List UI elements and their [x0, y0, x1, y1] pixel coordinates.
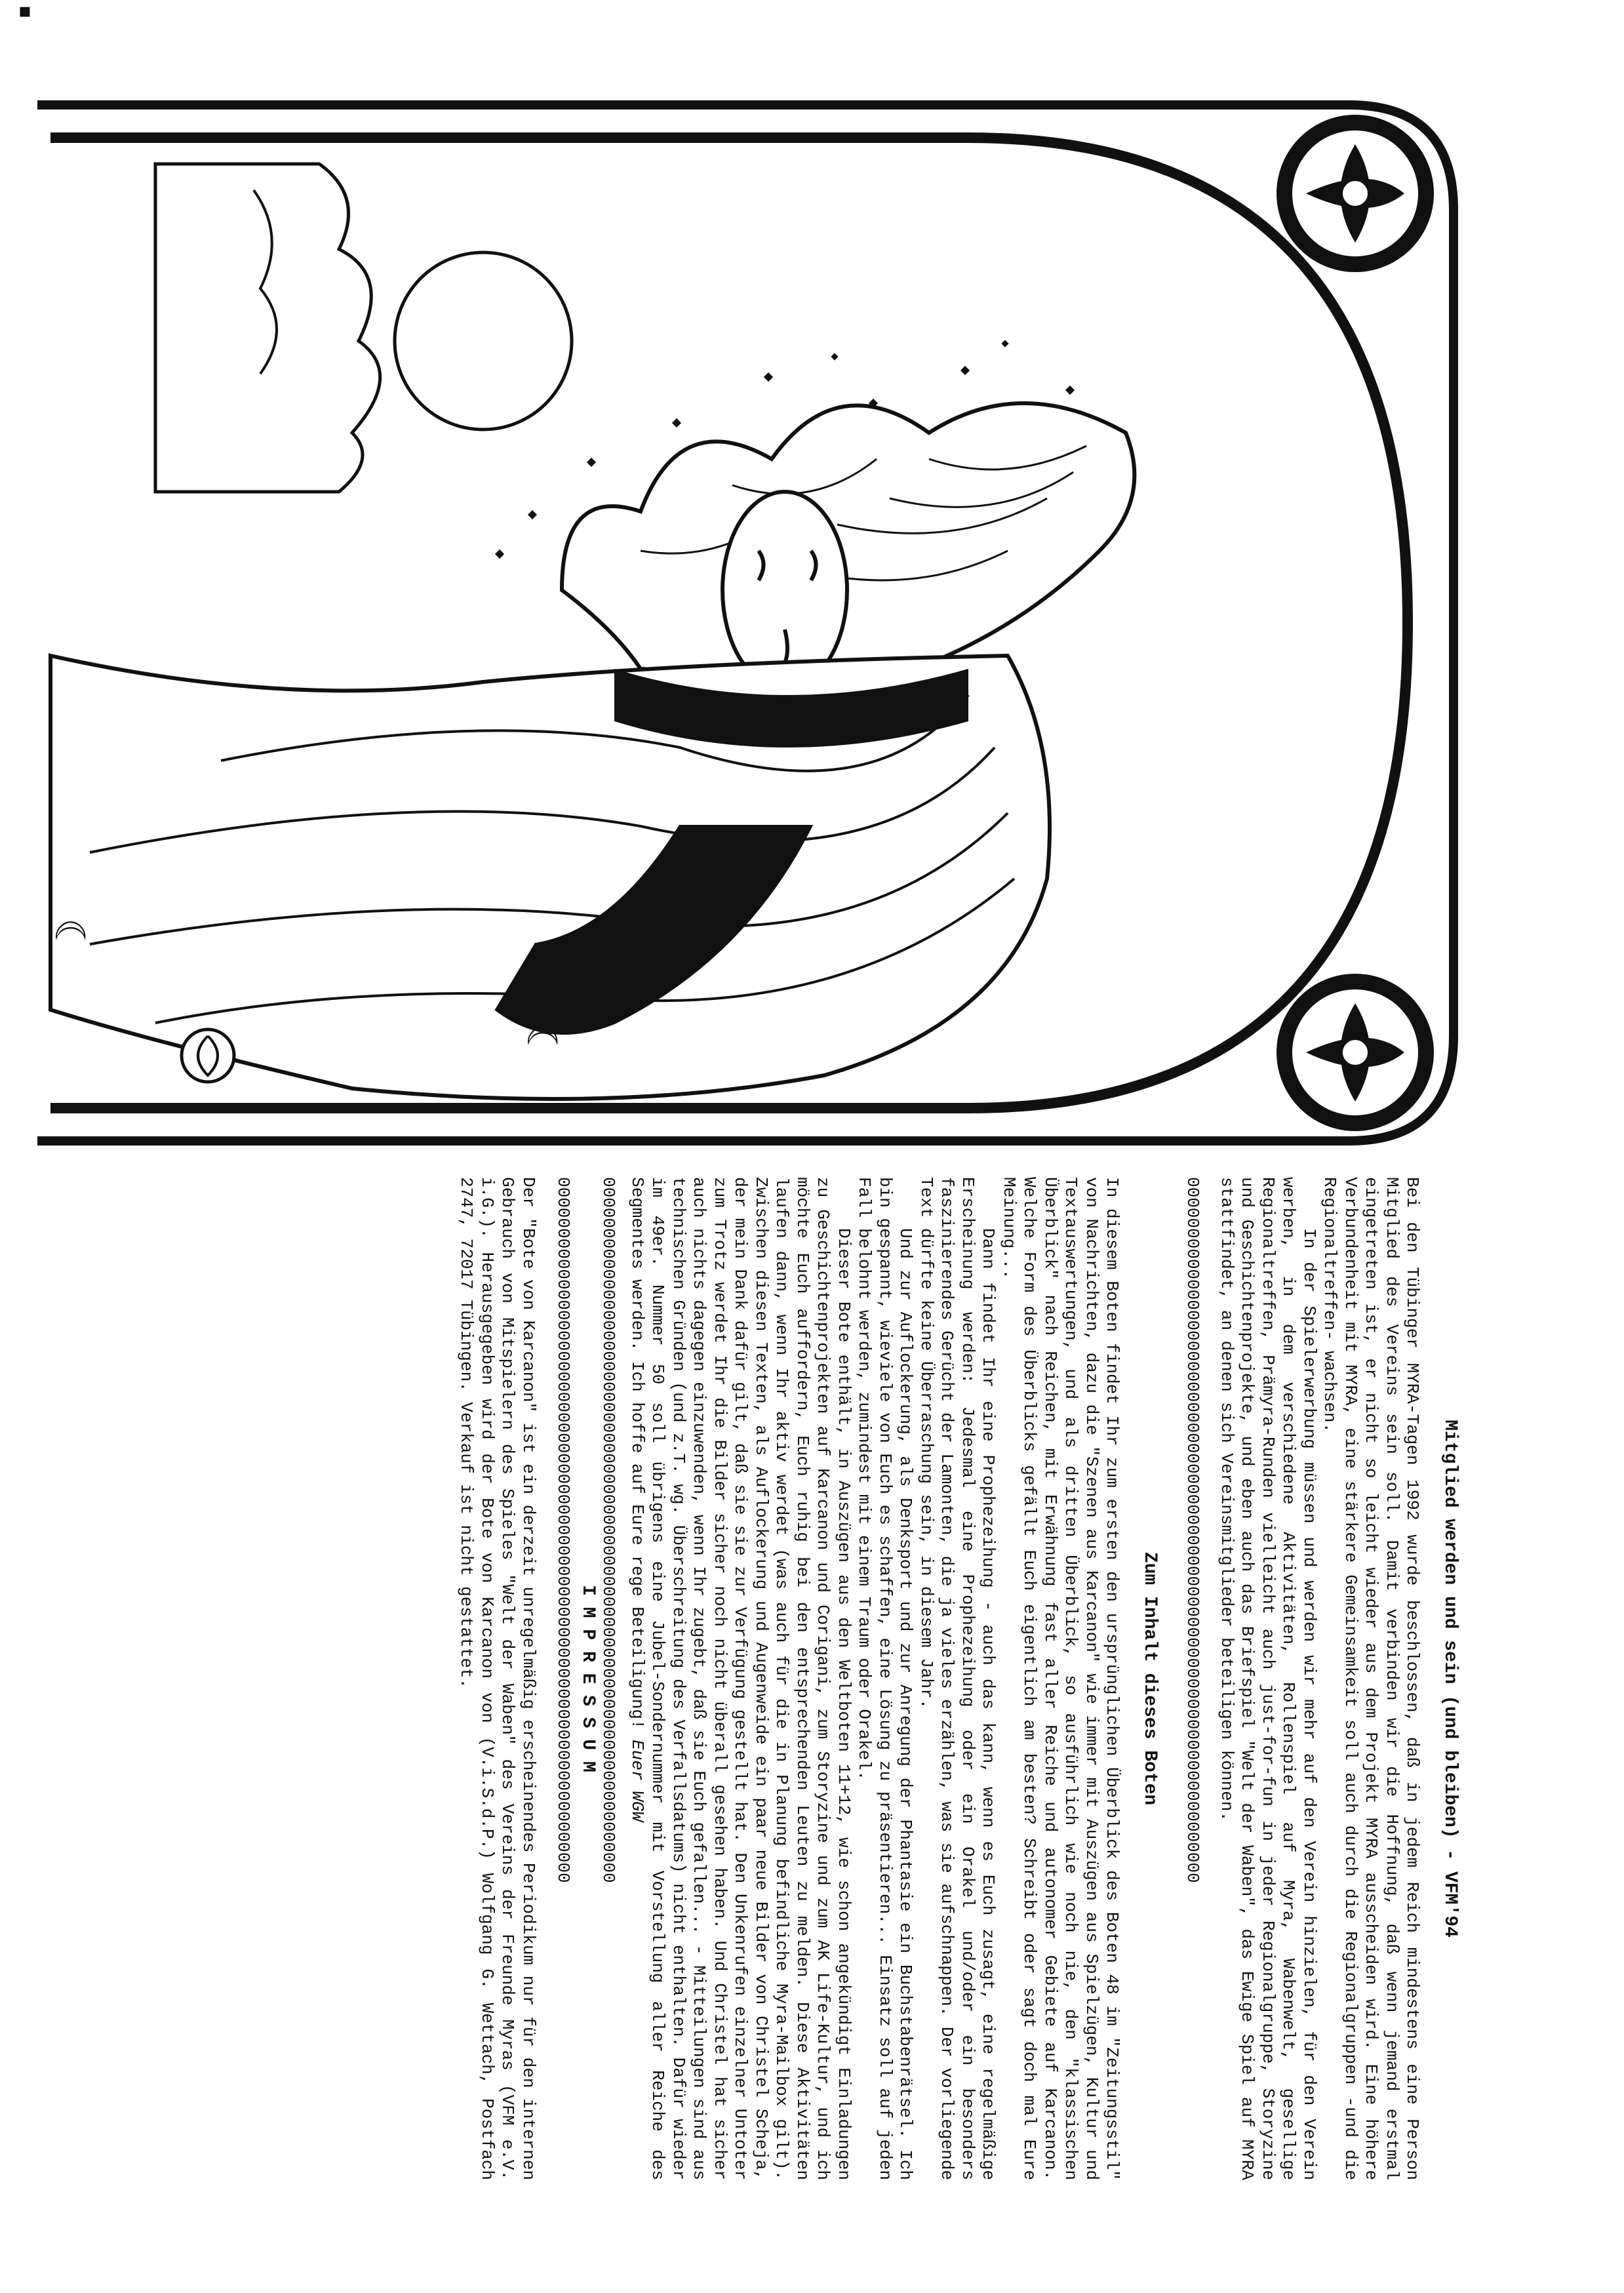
separator-line-2: 000000000000000000000000000000000000000000000000000000000000000000000: [599, 1177, 619, 1883]
hair: [562, 403, 1134, 682]
contents-paragraph-3: Und zur Auflockerung, als Denksport und zur Anregung der Phantasie ein Buchstabenrätsel. Ich bin gespannt, wieviele von Euch es schaffen, eine Lösung zu präsentieren... Einsatz soll auf jeden Fall belohnt werden, zumindest mit einem Traum oder Orakel.: [854, 1177, 916, 2180]
crescent-ornament-1: ☾: [46, 918, 94, 955]
rosette-top-left: [1277, 115, 1434, 272]
rose-decoration: [182, 1029, 234, 1082]
impressum-heading: I M P R E S S U M: [578, 1585, 598, 1772]
membership-paragraph-2: In der Spielerwerbung müssen und werden wir mehr auf den Verein hinzielen, für den Verein werben, in dem verschiedene Aktivitäten, Rollenspiel auf Myra, Wabenwelt, gesellige Regionaltreffen, Prämyra-Runden vielleicht auch just-for-fun in jeder Regionalgruppe, Storyzine und Geschichtenprojekte, und eben auch das Briefspiel "Welt der Waben", das Ewige Spiel auf MYRA stattfindet, an denen sich Vereinsmitglieder beteiligen können.: [1217, 1177, 1319, 2180]
scan-mark: ▪: [14, 5, 37, 19]
impressum-text: Der "Bote von Karcanon" ist ein derzeit unregelmäßig erscheinendes Periodikum nur für den internen Gebrauch von Mitspielern des Spieles "Welt der Waben" des Vereins der Freunde Myras (VFM e.V. i.G.). Herausgegeben wird der Bote von Karcanon von (V.i.S.d.P.) Wolfgang G. Wettach, Postfach 2747, 72017 Tübingen. Verkauf ist nicht gestattet.: [456, 1177, 538, 2180]
moon-circle: [395, 252, 572, 429]
separator-line-3: 000000000000000000000000000000000000000000000000000000000000000000000: [553, 1177, 574, 1883]
crescent-ornament-2: ☾: [518, 1023, 566, 1060]
signature: Euer WGW: [627, 1740, 647, 1822]
fantasy-illustration: [24, 92, 1467, 1154]
contents-paragraph-4-text: Dieser Bote enthält, in Auszügen aus den Weltboten 11+12, wie schon angekündigt Einladungen zu Geschichtenprojekten auf Karcanon und Corigani, zum Storyzine und zum AK Life-Kultur, und ich möchte Euch auffordern, Euch ruhig bei den entsprechenden Leuten zu melden. Diese Aktivitäten laufen dann, wenn Ihr aktiv werdet (was auch für die in Planung befindliche Myra-Mailbox gilt). Zwischen diesen Texten, als Auflockerung und Augenweide ein paar neue Bilder von Christel Scheja, der mein Dank dafür gilt, daß sie sie zur Verfügung gestellt hat. Den Unkenrufen einzelner Untoter zum Trotz werdet Ihr die Bilder sicher noch nicht überall gesehen haben. Und Christel hat sicher auch nichts dagegen einzuwenden, wenn Ihr zugebt, daß sie Euch gefallen... - Mitteilungen sind aus technischen Gründen (und z.T. wg. Überschreitung des Verfallsdatums) nicht enthalten. Dafür wieder im 49er. Nummer 50 soll übrigens eine Jubel-Sondernummer mit Vorstellung aller Reiche des Segmentes werden. Ich hoffe auf Eure rege Beteiligung!: [627, 1177, 854, 2180]
contents-paragraph-2: Dann findet Ihr eine Prophezeihung - auch das kann, wenn es Euch zusagt, eine regelmäßige Erscheinung werden: Jedesmal eine Prophezeihung oder ein Orakel und/oder ein besonders faszinierendes Gerücht der Lamonten, die ja vieles erzählen, was sie aufschnappen. Der vorliegende Text dürfte keine Überraschung sein, in diesem Jahr.: [917, 1177, 999, 2180]
rosette-top-right: [1277, 974, 1434, 1131]
separator-line-1: 000000000000000000000000000000000000000000000000000000000000000000000: [1183, 1177, 1203, 1883]
contents-heading: Zum Inhalt dieses Boten: [1139, 1551, 1160, 1806]
contents-paragraph-1: In diesem Boten findet Ihr zum ersten den ursprünglichen Überblick des Boten 48 im "Zeitungsstil" von Nachrichten, dazu die "Szenen aus Karcanon" wie immer mit Auszügen aus Spielzügen, Kultur und Textauswertungen, und als dritten Überblick, so ausführlich wie noch nie, den "klassischen Überblick" nach Reichen, mit Erwähnung fast aller Reiche und autonomer Gebiete auf Karcanon. Welche Form des Überblicks gefällt Euch eigentlich am besten? Schreibt oder sagt doch mal Eure Meinung...: [999, 1177, 1122, 2180]
article-column: [64, 1177, 1460, 2180]
clouds: [155, 164, 380, 492]
contents-paragraph-4: [627, 1177, 854, 2180]
membership-paragraph-1: Bei den Tübinger MYRA-Tagen 1992 wurde beschlossen, daß in jedem Reich mindestens eine Person Mitglied des Vereins sein soll. Damit verbinden wir die Hoffnung, daß wenn jemand erstmal eingetreten ist, er nicht so leicht wieder aus dem Projekt MYRA ausscheiden wird. Eine höhere Verbundenheit mit MYRA, eine stärkere Gemeinsamkeit soll auch durch die Regionalgruppen -und die Regionaltreffen- wachsen.: [1320, 1177, 1423, 2180]
membership-heading: Mitglied werden und sein (und bleiben) - VFM'94: [1440, 1420, 1460, 1938]
